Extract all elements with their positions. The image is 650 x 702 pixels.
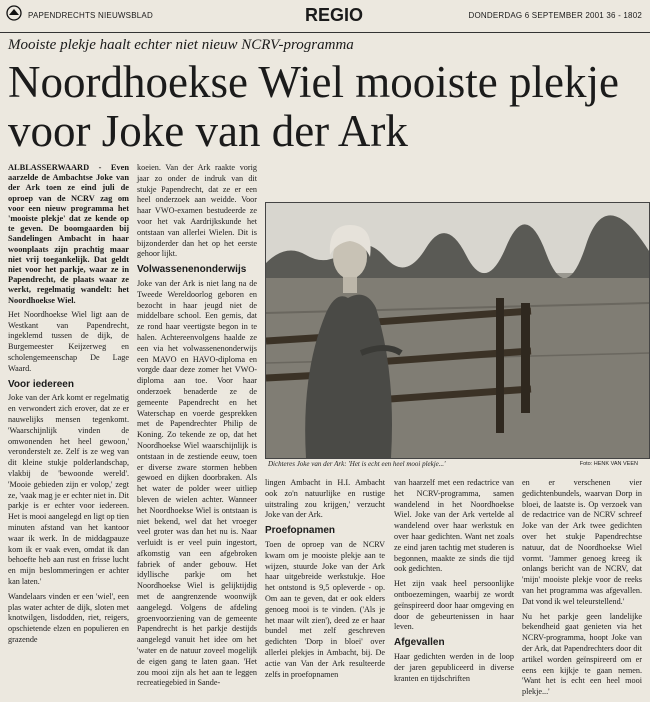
article-column-2 bbox=[137, 163, 257, 693]
paragraph: koeien. Van der Ark raakte vorig jaar zo onder de indruk van dit stukje Papendrecht, dat ze er een heel onderzoek aan weidde. Voor haar VWO-examen bestudeerde ze voor het vak Aardrijkskunde het ontstaan van allerlei Wielen. Dit is bijzonderder dan het op het eerste gehoor lijkt. bbox=[137, 163, 257, 259]
photo-caption: Dichteres Joke van der Ark: 'Het is echt een heel mooi plekje...' bbox=[268, 460, 446, 468]
paragraph: Nu het parkje geen landelijke bekendheid gaat genieten via het NCRV-programma, hoopt Joke van der Ark, dat Papendrechters door dit artikel worden geïnspireerd om er eens een kijkje te gaan nemen. 'Want het is echt een heel mooi plekje...' bbox=[522, 611, 642, 697]
subheading: Afgevallen bbox=[394, 637, 445, 649]
paragraph: Toen de oproep van de NCRV kwam om je mooiste plekje aan te wijzen, stuurde Joke van der Ark haar uitgebreide werkstukje. Hoe het ontstond is 9,5 opleverde - op. Om aan te geven, dat er ook elders genoeg mooi is te vinden. ('Als je het maar wilt zien'), deed ze er haar bundel met zelf geschreven gedichten 'Dorp in bloei' over allerlei plekjes in Ambacht, bij. De actie van Van der Ark resulteerde zelfs in proefopnamen bbox=[265, 539, 385, 679]
article-column-4 bbox=[394, 478, 514, 688]
article-column-1 bbox=[8, 163, 129, 650]
paragraph: lingen Ambacht in H.I. Ambacht ook zo'n natuurlijke en rustige uitstraling zou krijgen,' verzucht Joke van der Ark. bbox=[265, 478, 385, 520]
paragraph: Joke van der Ark komt er regelmatig en verwondert zich erover, dat ze er nauwelijks mensen tegenkomt. 'Waarschijnlijk vinden de omwonenden het heel gewoon,' veronderstelt ze. Zelf is ze weg van dit kleine stukje polderlandschap, vlakbij de 'bewoonde wereld'. 'Mooie gebieden zijn er volop,' zegt ze, 'vaak mag je er echter niet in. Dit parkje is er echter voor iedereen. Het is mooi aangelegd en ligt op tien minuten afstand van het kantoor waar ik werk. In de middagpauze kom ik er vaak even, omdat ik dan behoefte heb aan rust en frisse lucht en mijn beslommeringen er achter kan laten.' bbox=[8, 393, 129, 586]
photo-credit: Foto: HENK VAN VEEN bbox=[579, 461, 638, 467]
subheading: Voor iedereen bbox=[8, 378, 74, 390]
dateline: DONDERDAG 6 SEPTEMBER 2001 36 - 1802 bbox=[468, 11, 642, 20]
section-label: REGIO bbox=[305, 5, 364, 25]
paragraph: Haar gedichten werden in de loop der jaren gepubliceerd in diverse kranten en tijdschriften bbox=[394, 651, 514, 683]
paragraph: Het zijn vaak heel persoonlijke ontboezemingen, waarbij ze wordt geïnspireerd door haar omgeving en door de gebeurtenissen in haar leven. bbox=[394, 579, 514, 632]
masthead bbox=[0, 0, 650, 33]
article-column-3 bbox=[265, 478, 385, 684]
subheading: Volwassenenonderwijs bbox=[137, 264, 247, 276]
paragraph: van haarzelf met een redactrice van het NCRV-programma, samen wandelend in het Noordhoekse Wiel. Joke van der Ark vertelde al wandelend over haar werkstuk en over haar gedichten. Want net zoals ze eind jaren tachtig met studeren is begonnen, maakte ze sinds die tijd ook gedichten. bbox=[394, 478, 514, 574]
paragraph: Wandelaars vinden er een 'wiel', een plas water achter de dijk, sloten met knotwilgen, lisdodden, riet, reigers, opschietende elzen en populieren en grazende bbox=[8, 591, 129, 644]
woman-at-fence-photo-icon bbox=[266, 203, 649, 458]
article-lead: ALBLASSERWAARD - Even aarzelde de Ambachtse Joke van der Ark toen ze eind juli de oproep van de NCRV zag om voor een nieuw programma het 'mooiste plekje' dat ze kende op te geven. De boomgaarden bij Sandelingen Ambacht in haar woonplaats zijn prachtig maar niet vrij toegankelijk. Dat geldt niet voor het parkje, waar ze in Papendrecht, de plaats waar ze werkt, regelmatig wandelt: het Noordhoekse Wiel. bbox=[8, 163, 129, 305]
newspaper-name: PAPENDRECHTS NIEUWSBLAD bbox=[28, 11, 153, 20]
paragraph: Het Noordhoekse Wiel ligt aan de Westkant van Papendrecht, ingeklemd tussen de dijk, de Burgemeester Keijzerweg en scholengemeenschap De Lage Waard. bbox=[8, 309, 129, 373]
subheading: Proefopnamen bbox=[265, 525, 336, 537]
paragraph: en er verschenen vier gedichtenbundels, waarvan Dorp in bloei, de laatste is. Op verzoek van de redactrice van de NCRV schreef Joke van der Ark twee gedichten over het stukje Papendrechtse natuur, dat de Noordhoekse Wiel vormt. 'Jammer genoeg kreeg ik onlangs bericht van de NCRV, dat 'mijn' mooiste plekje voor de reeks van het programma was afgevallen. Dat vond ik wel teleurstellend.' bbox=[522, 478, 642, 606]
article-headline: Noordhoekse Wiel mooiste plekje voor Joke van der Ark bbox=[8, 57, 619, 156]
article-column-5 bbox=[522, 478, 642, 702]
newspaper-logo-icon bbox=[6, 5, 22, 21]
article-kicker: Mooiste plekje haalt echter niet nieuw NCRV-programma bbox=[8, 37, 354, 53]
paragraph: Joke van der Ark is niet lang na de Tweede Wereldoorlog geboren en bezocht in haar jeugd niet de middelbare school. Een gemis, dat ze rond haar veertigste begon in te halen. Achtereenvolgens haalde ze een via het volwassenenonderwijs een MAVO en HAVO-diploma en vorgde daar deze zomer het VWO-diploma aan toe. Voor haar onderzoek benaderde ze de gemeente Papendrecht en het Waterschap en voerde gesprekken met de Papendrechter Philip de Koning. Zo tekende ze op, dat het Noordhoekse Wiel waarschijnlijk is ontstaan in de zestiende eeuw, toen er diverse zware stormen hebben gewoed en dijken doorbraken. Als het water de polder weer uitliep bleven de wielen achter. Wanneer het Noordhoekse Wiel is ontstaan is niet bekend, wel dat het vroeger veel groter was dan het nu is. Naar verluidt is er veel puin ingestort, afkomstig van een afgebroken fabriek of ander gebouw. Het idyllische parkje om het Noordhoekse Wiel is gelijktijdig met de aangrenzende woonwijk aangelegd. Volgens de afdeling groenvoorziening van de gemeente Papendrecht is het parkje destijds aangelegd vanuit het idee om het 'water en de natuur zoveel mogelijk de eigen gang te laten gaan. 'Het zou mooi zijn als het aan te leggen recreatiegebied in Sande- bbox=[137, 278, 257, 688]
article-photo bbox=[265, 202, 650, 459]
